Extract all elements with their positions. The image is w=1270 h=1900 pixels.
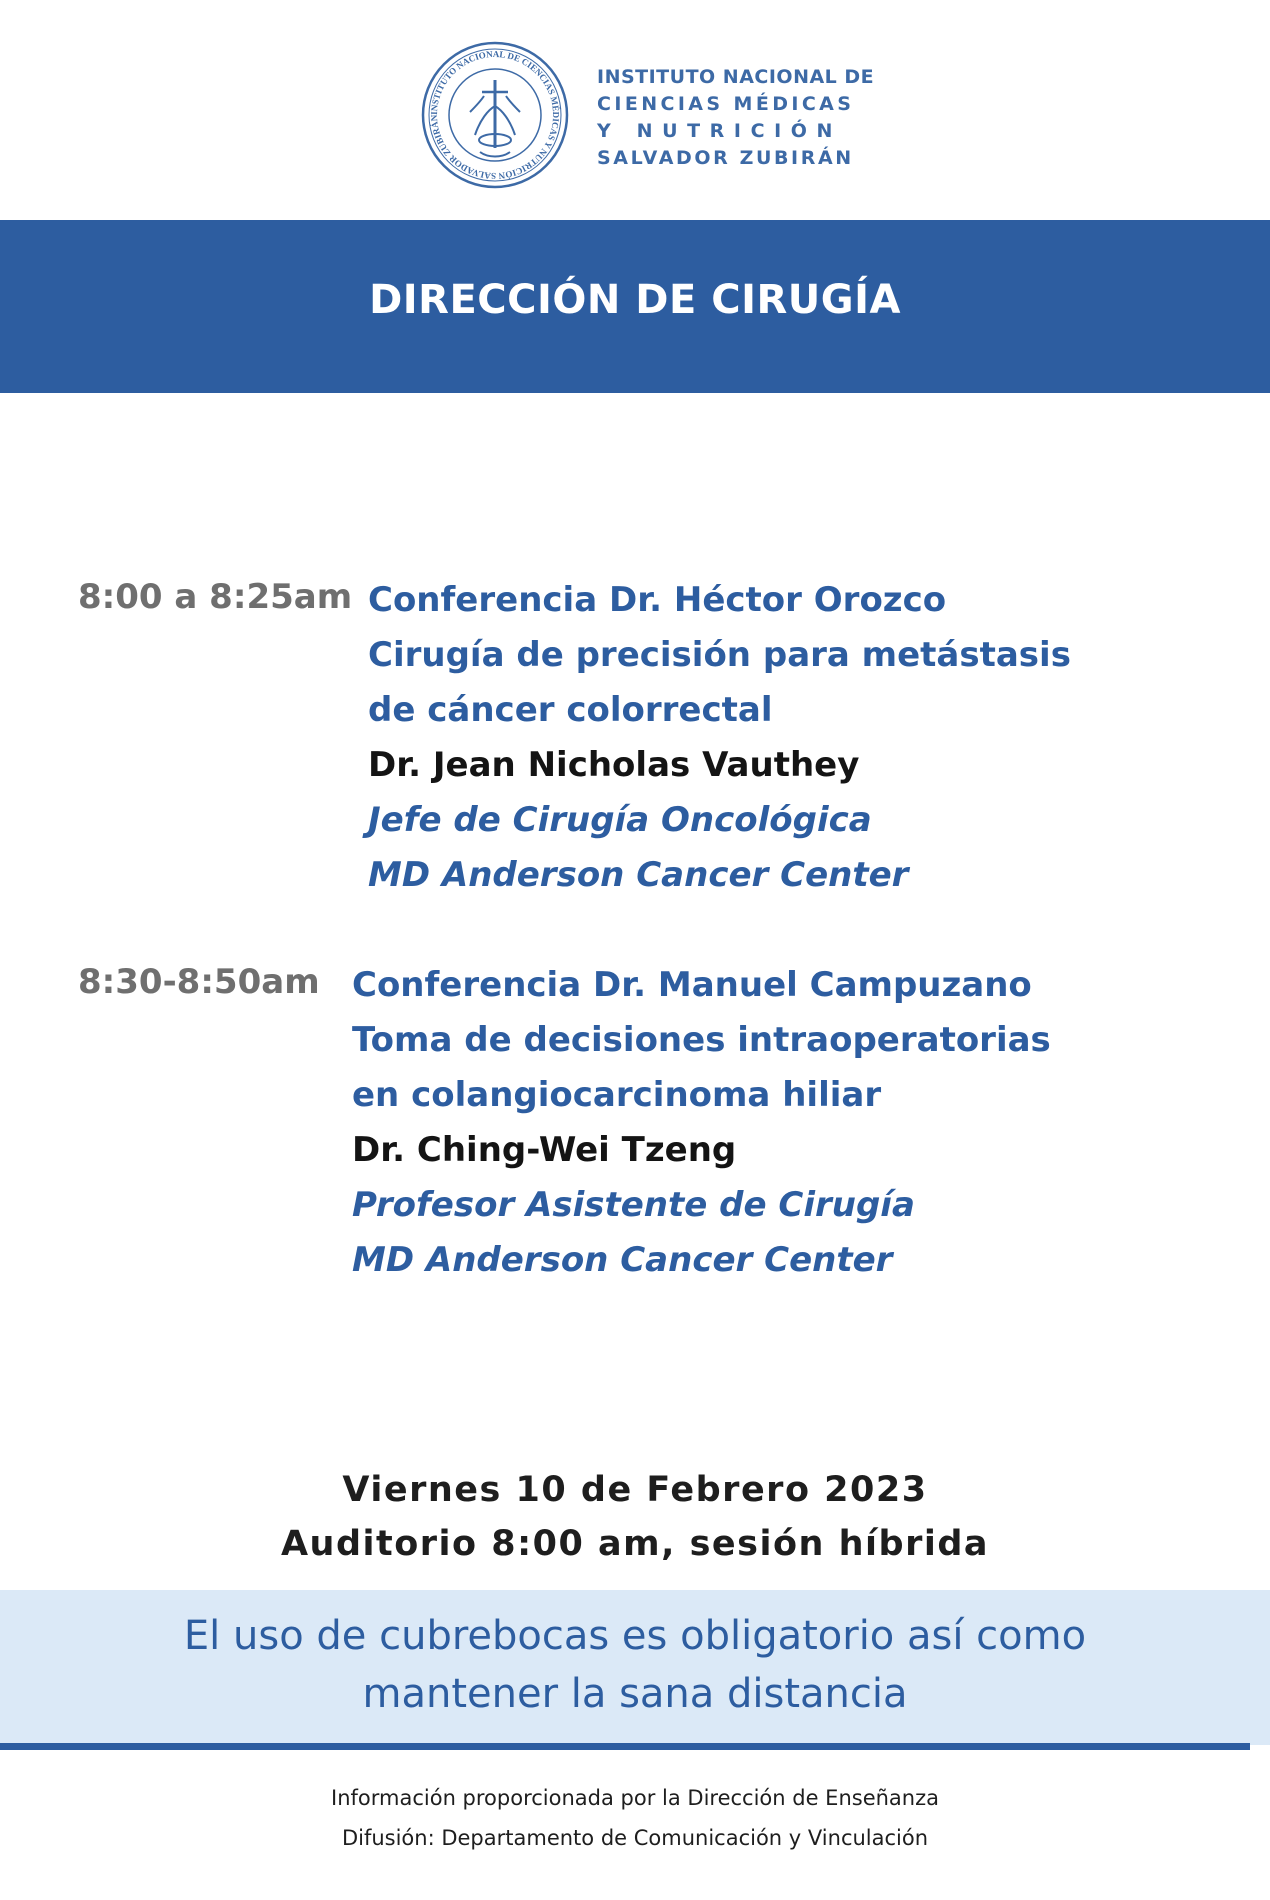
banner-title: DIRECCIÓN DE CIRUGÍA [369,277,901,323]
session-time: 8:00 a 8:25am [78,577,353,617]
session-role: Jefe de Cirugía Oncológica [368,800,872,840]
session-topic-line: en colangiocarcinoma hiliar [352,1075,882,1115]
notice-line-1: El uso de cubrebocas es obligatorio así como [183,1613,1087,1659]
event-venue: Auditorio 8:00 am, sesión híbrida [280,1524,990,1564]
institute-line-2: CIENCIAS MÉDICAS [597,93,855,115]
session-topic-line: Toma de decisiones intraoperatorias [352,1020,1051,1060]
session-conference: Conferencia Dr. Manuel Campuzano [352,965,1032,1005]
notice-line-2: mantener la sana distancia [362,1671,908,1717]
session-institution: MD Anderson Cancer Center [368,855,909,895]
mask-notice [0,1590,1270,1745]
svg-text:INSTITUTO NACIONAL DE CIENCIAS: INSTITUTO NACIONAL DE CIENCIAS MÉDICAS Y NUTRICIÓN SALVADOR ZUBIRÁN [428,48,562,182]
session-conference: Conferencia Dr. Héctor Orozco [368,580,947,620]
department-banner [0,220,1270,393]
institute-line-3: Y NUTRICIÓN [597,120,843,142]
session-speaker: Dr. Jean Nicholas Vauthey [368,745,860,785]
session-details [352,958,1051,1288]
session-topic-line: Cirugía de precisión para metástasis [368,635,1071,675]
event-date: Viernes 10 de Febrero 2023 [342,1470,928,1510]
institute-line-1: INSTITUTO NACIONAL DE [597,66,875,88]
session-speaker: Dr. Ching-Wei Tzeng [352,1130,737,1170]
divider [0,1743,1250,1750]
institute-line-4: SALVADOR ZUBIRÁN [597,147,854,169]
footer-diffusion: Difusión: Departamento de Comunicación y Vinculación [341,1826,929,1850]
session-institution: MD Anderson Cancer Center [352,1240,893,1280]
footer-info: Información proporcionada por la Dirección de Enseñanza [331,1786,939,1810]
session-topic-line: de cáncer colorrectal [368,690,773,730]
institute-logo [420,40,875,190]
session-details [368,573,1071,903]
session-time: 8:30-8:50am [78,962,320,1002]
institute-name [597,64,874,172]
institute-seal-icon [420,40,570,190]
session-role: Profesor Asistente de Cirugía [352,1185,915,1225]
